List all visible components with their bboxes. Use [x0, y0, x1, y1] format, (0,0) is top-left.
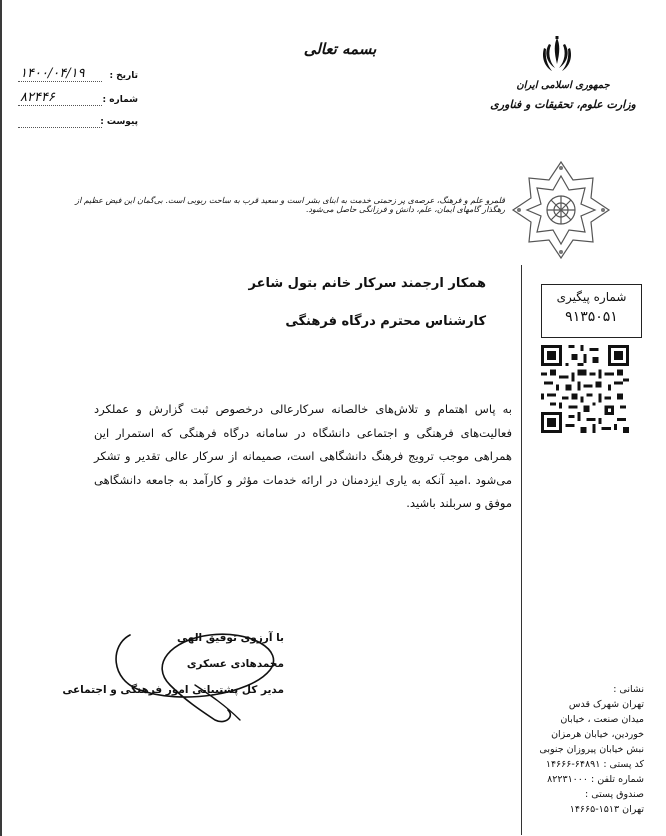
date-value: ۱۴۰۰/۰۴/۱۹ — [20, 66, 85, 81]
pobox-label: صندوق پستی : — [584, 789, 644, 800]
date-dotted-line — [18, 81, 102, 82]
iran-emblem-icon — [540, 34, 574, 74]
postal-code: کد پستی : ۶۴۸۹۱-۱۴۶۶۶ — [545, 759, 644, 770]
pobox-number: تهران ۱۵۱۳-۱۴۶۶۵ — [569, 804, 644, 815]
addressee-name: همکار ارجمند سرکار خانم بتول شاعر — [248, 276, 486, 291]
address-line2: میدان صنعت ، خیابان — [560, 714, 644, 725]
tracking-title: شماره پیگیری — [556, 290, 627, 304]
address-line1: تهران شهرک قدس — [568, 699, 644, 710]
number-value: ۸۲۴۴۶ — [20, 90, 55, 105]
number-field — [18, 92, 138, 108]
signature-scribble — [100, 625, 340, 735]
address-line3: خوردین، خیابان هرمزان — [551, 729, 644, 740]
attachment-label: پیوست : — [100, 117, 138, 127]
number-label: شماره : — [102, 95, 138, 105]
motto-text: قلمرو علم و فرهنگ، عرصه‌ی پر زحمتی خدمت به ابنای بشر است و ‌سعید قرب به ساحت ربوبی است. بی‌گمان این فیض عظیم از رهگذار گامهای ایمان، علم، دانش و فرزانگی حاصل می‌شود. — [75, 196, 505, 214]
date-field — [18, 68, 138, 84]
phone-number: شماره تلفن : ۸۲۲۳۱۰۰۰ — [547, 774, 644, 785]
org-name-line2: وزارت علوم، تحقیقات و فناوری — [490, 98, 636, 111]
address-label: نشانی : — [613, 684, 644, 695]
attachment-dotted-line — [18, 127, 102, 128]
letter-body: به پاس اهتمام و تلاش‌های خالصانه سرکارعالی درخصوص ثبت گزارش و عملکرد فعالیت‌های فرهنگی و اجتماعی دانشگاه در سامانه درگاه فرهنگی که استمرار این همراهی موجب ترویج فرهنگ دانشگاهی است، صمیمانه از سرکار عالی تقدیر و تشکر می‌شود .امید آنکه به یاری ایزدمنان در ارائه خدمات مؤثر و کارآمد به جامعه دانشگاهی موفق و سربلند باشید. — [94, 402, 512, 510]
qr-code[interactable] — [541, 345, 629, 433]
closing-wish: با آرزوی توفیق الهی — [177, 632, 284, 644]
addressee-position: کارشناس محترم درگاه فرهنگی — [285, 314, 486, 329]
basmala-heading: بسمه تعالی — [303, 40, 377, 58]
ornament-icon — [509, 158, 613, 262]
org-name-line1: جمهوری اسلامی ایران — [516, 80, 610, 91]
address-line4: نبش خیابان پیروزان جنوبی — [539, 744, 644, 755]
tracking-number: ۹۱۳۵۰۵۱ — [565, 309, 618, 325]
attachment-field — [18, 114, 138, 130]
address-block — [504, 682, 644, 817]
signer-title: مدیر کل پشتیبانی امور فرهنگی و اجتماعی — [62, 684, 284, 696]
number-dotted-line — [18, 105, 102, 106]
tracking-number-box — [541, 284, 642, 338]
date-label: تاریخ : — [109, 71, 138, 81]
signer-name: محمدهادی عسکری — [186, 658, 284, 670]
page-border — [0, 0, 2, 836]
